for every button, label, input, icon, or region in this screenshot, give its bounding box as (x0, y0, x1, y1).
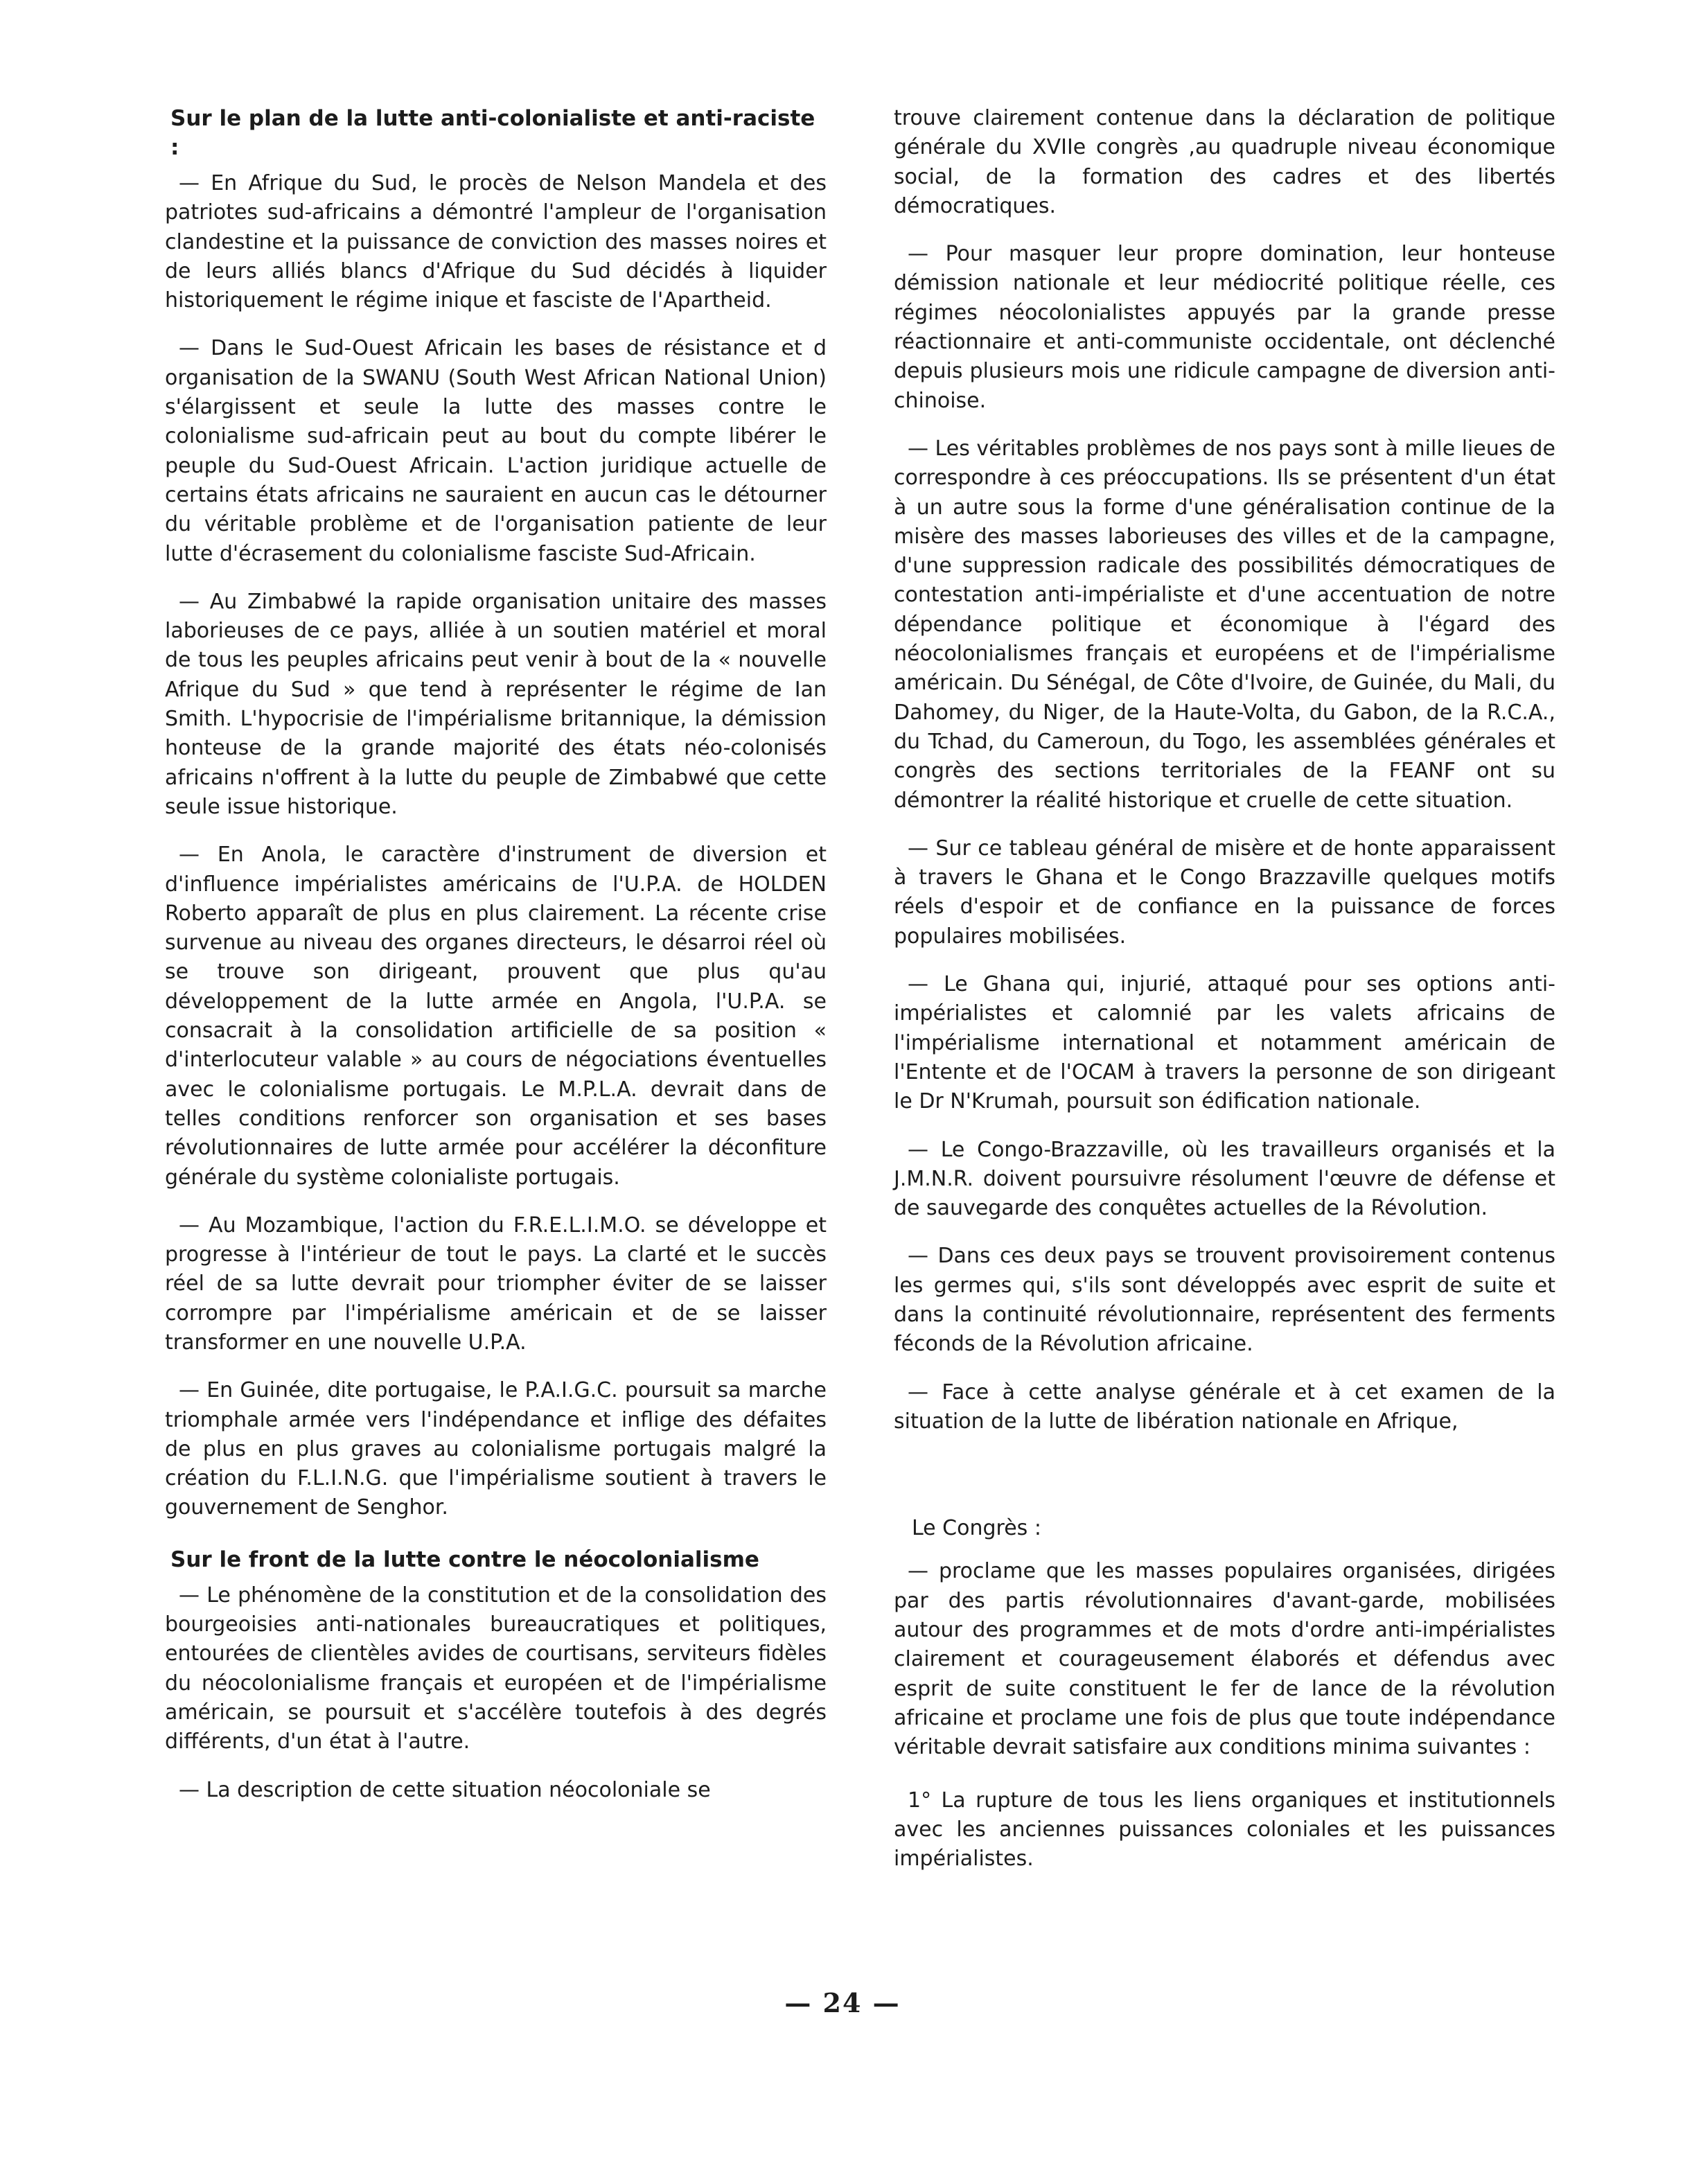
paragraph-congo: — Le Congo-Brazzaville, où les travailleurs organisés et la J.M.N.R. doivent poursuivre résolument l'œuvre de défense et de sauvegarde des conquêtes actuelles de la Révolution. (894, 1137, 1555, 1221)
paragraph-guinee: — En Guinée, dite portugaise, le P.A.I.G.C. poursuit sa marche triomphale armée vers l'indépendance et inflige des défaites de plus en plus graves au colonialisme portugais malgré la création du F.L.I.N.G. que l'impérialisme soutient à travers le gouvernement de Senghor. (165, 1378, 827, 1520)
paragraph-sud-ouest-africain: — Dans le Sud-Ouest Africain les bases de résistance et d organisation de la SWANU (South West African National Union) s'élargissent et seule la lutte des masses contre le colonialisme sud-africain peut au bout du compte libérer le peuple du Sud-Ouest Africain. L'action juridique actuelle de certains états africains ne sauraient en aucun cas le détourner du véritable problème et de l'organisation patiente de leur lutte d'écrasement du colonialisme fasciste Sud-Africain. (165, 336, 827, 566)
right-column (894, 104, 1555, 1892)
left-column (165, 104, 827, 1824)
paragraph-problemes: — Les véritables problèmes de nos pays sont à mille lieues de correspondre à ces préoccupations. Ils se présentent d'un état à un autre sous la forme d'une généralisation continue de la misère des masses laborieuses des villes et de la campagne, d'une suppression radicale des possibilités démocratiques de contestation anti-impérialiste et d'une accentuation de notre dépendance politique et économique à l'égard des néocolonialismes français et européens et de l'impérialisme américain. Du Sénégal, de Côte d'Ivoire, de Guinée, du Mali, du Dahomey, du Niger, de la Haute-Volta, du Gabon, de la R.C.A., du Tchad, du Cameroun, du Togo, les assemblées générales et congrès des sections territoriales de la FEANF ont su démontrer la réalité historique et cruelle de cette situation. (894, 436, 1555, 813)
paragraph-deux-pays: — Dans ces deux pays se trouvent provisoirement contenus les germes qui, s'ils sont développés avec esprit de suite et dans la continuité révolutionnaire, représentent des ferments féconds de la Révolution africaine. (894, 1244, 1555, 1357)
paragraph-description-start: — La description de cette situation néocoloniale se (179, 1777, 711, 1802)
paragraph-ghana: — Le Ghana qui, injurié, attaqué pour ses options anti-impérialistes et calomnié par les valets africains de l'impérialisme international et notamment américain de l'Entente et de l'OCAM à travers la personne de son dirigeant le Dr N'Krumah, poursuit son édification nationale. (894, 972, 1555, 1114)
section-heading-neocolonial: Sur le front de la lutte contre le néocolonialisme (170, 1547, 759, 1572)
page-number: — 24 — (784, 1987, 901, 2018)
paragraph-face: — Face à cette analyse générale et à cet examen de la situation de la lutte de libération nationale en Afrique, (894, 1380, 1555, 1434)
paragraph-description-end: trouve clairement contenue dans la déclaration de politique générale du XVIIe congrès ,au quadruple niveau économique social, de la formation des cadres et des libertés démocratiques. (894, 106, 1555, 218)
paragraph-proclame: — proclame que les masses populaires organisées, dirigées par des partis révolutionnaires d'avant-garde, mobilisées autour des programmes et de mots d'ordre anti-impérialistes clairement et courageusement élaborés et défendus avec esprit de suite constituent le fer de lance de la révolution africaine et proclame une fois de plus que toute indépendance véritable devrait satisfaire aux conditions minima suivantes : (894, 1559, 1555, 1760)
paragraph-tableau: — Sur ce tableau général de misère et de honte apparaissent à travers le Ghana et le Congo Brazzaville quelques motifs réels d'espoir et de confiance en la puissance de forces populaires mobilisées. (894, 836, 1555, 949)
paragraph-zimbabwe: — Au Zimbabwé la rapide organisation unitaire des masses laborieuses de ce pays, alliée à un soutien matériel et moral de tous les peuples africains peut venir à bout de la « nouvelle Afrique du Sud » que tend à représenter le régime de Ian Smith. L'hypocrisie de l'impérialisme britannique, la démission honteuse de la grande majorité des états néo-colonisés africains n'offrent à la lutte du peuple de Zimbabwé que cette seule issue historique. (165, 589, 827, 819)
section-heading-anticolonial: Sur le plan de la lutte anti-colonialiste et anti-raciste : (170, 106, 815, 160)
paragraph-mozambique: — Au Mozambique, l'action du F.R.E.L.I.M.O. se développe et progresse à l'intérieur de tout le pays. La clarté et le succès réel de sa lutte devrait pour triompher éviter de se laisser corrompre par l'impérialisme américain et de se laisser transformer en une nouvelle U.P.A. (165, 1213, 827, 1355)
paragraph-phenomene: — Le phénomène de la constitution et de la consolidation des bourgeoisies anti-nationales bureaucratiques et politiques, entourées de clientèles avides de courtisans, serviteurs fidèles du néocolonialisme français et européen et de l'impérialisme américain, se poursuit et s'accélère toutefois à des degrés différents, d'un état à l'autre. (165, 1583, 827, 1754)
paragraph-rupture: 1° La rupture de tous les liens organiques et institutionnels avec les anciennes puissances coloniales et les puissances impérialistes. (894, 1788, 1555, 1872)
paragraph-afrique-du-sud: — En Afrique du Sud, le procès de Nelson Mandela et des patriotes sud-africains a démontré l'ampleur de l'organisation clandestine et la puissance de conviction des masses noires et de leurs alliés blancs d'Afrique du Sud décidés à liquider historiquement le régime inique et fasciste de l'Apartheid. (165, 171, 827, 313)
paragraph-masquer: — Pour masquer leur propre domination, leur honteuse démission nationale et leur médiocrité politique réelle, ces régimes néocolonialistes appuyés par la grande presse réactionnaire et anti-communiste occidentale, ont déclenché depuis plusieurs mois une ridicule campagne de diversion anti-chinoise. (894, 242, 1555, 413)
paragraph-angola: — En Anola, le caractère d'instrument de diversion et d'influence impérialistes américains de l'U.P.A. de HOLDEN Roberto apparaît de plus en plus clairement. La récente crise survenue au niveau des organes directeurs, le désarroi réel où se trouve son dirigeant, prouvent que plus qu'au développement de la lutte armée en Angola, l'U.P.A. se consacrait à la consolidation artificielle de sa position « d'interlocuteur valable » au cours de négociations éventuelles avec le colonialisme portugais. Le M.P.L.A. devrait dans de telles conditions renforcer son organisation et ses bases révolutionnaires de lutte armée pour accélérer la déconfiture générale du système colonialiste portugais. (165, 843, 827, 1190)
congres-label: Le Congrès : (912, 1516, 1041, 1541)
